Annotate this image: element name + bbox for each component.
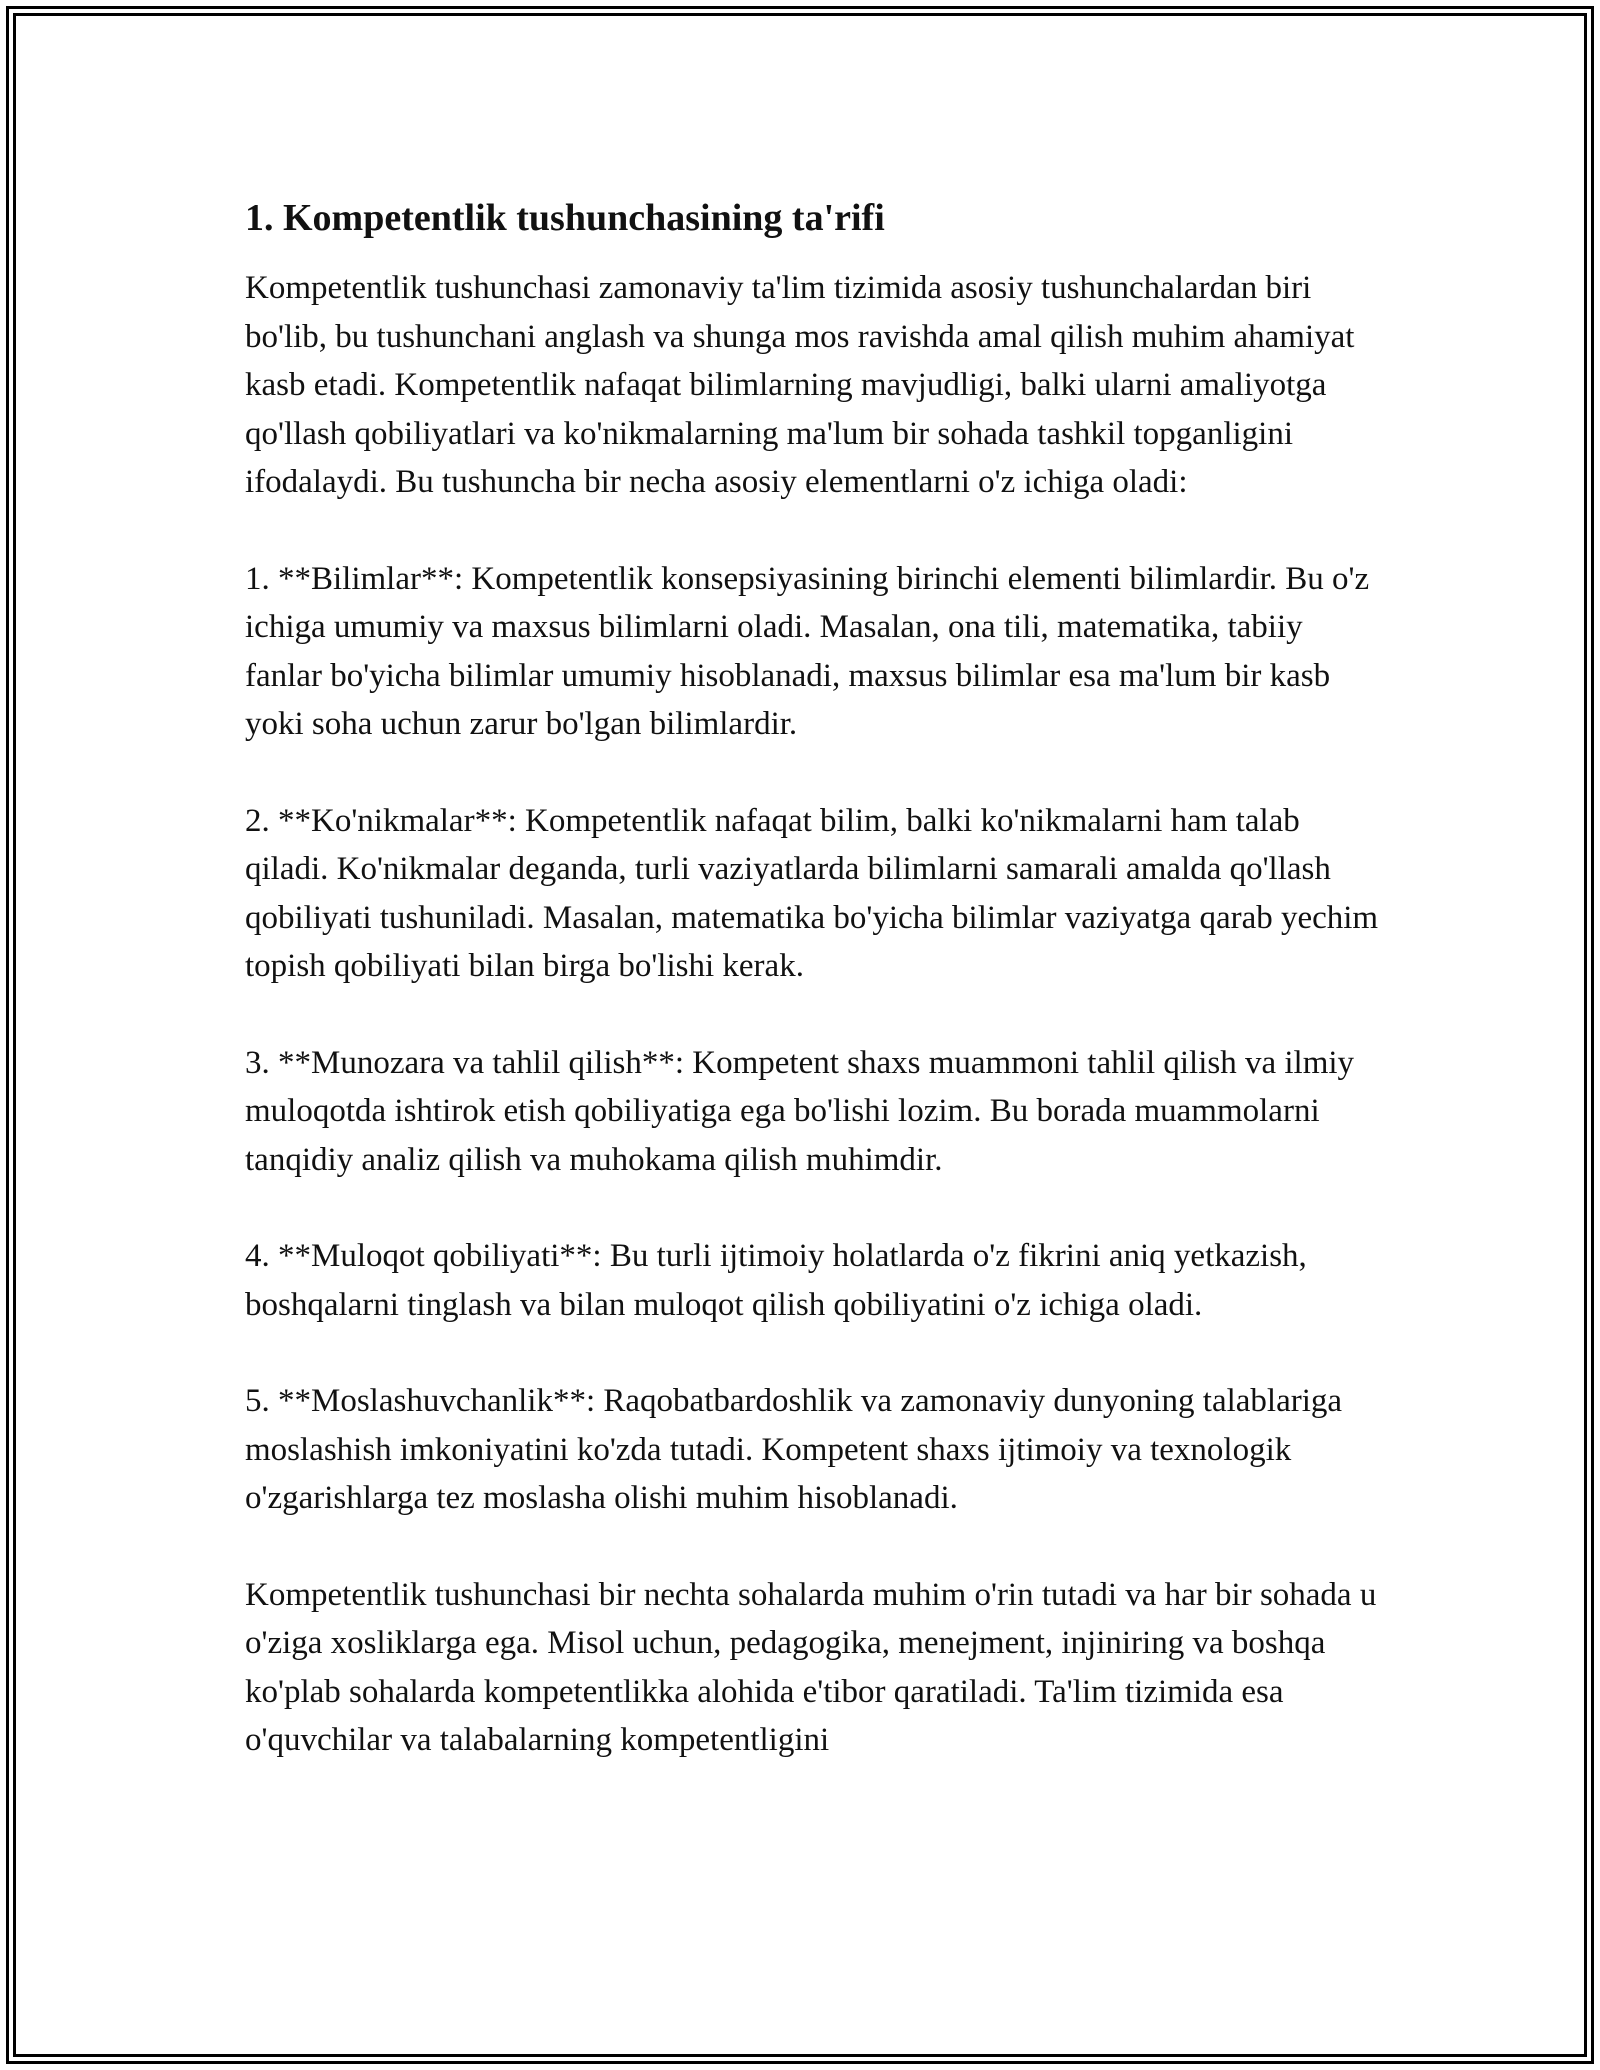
- section-heading: 1. Kompetentlik tushunchasining ta'rifi: [245, 197, 885, 239]
- closing-paragraph: Kompetentlik tushunchasi bir nechta sohalarda muhim o'rin tutadi va har bir sohada u o'ziga xosliklarga ega. Misol uchun, pedagogika, menejment, injiniring va boshqa ko'plab sohalarda kompetentlikka alohida e'tibor qaratiladi. Ta'lim tizimida esa o'quvchilar va talabalarning kompetentligini: [245, 1576, 1377, 1758]
- document-body: [245, 194, 1385, 1813]
- page-border-inner: [13, 13, 1587, 2057]
- list-item-muloqot: 4. **Muloqot qobiliyati**: Bu turli ijtimoiy holatlarda o'z fikrini aniq yetkazish, boshqalarni tinglash va bilan muloqot qilish qobiliyatini o'z ichiga oladi.: [245, 1238, 1307, 1323]
- intro-paragraph: Kompetentlik tushunchasi zamonaviy ta'lim tizimida asosiy tushunchalardan biri bo'lib, bu tushunchani anglash va shunga mos ravishda amal qilish muhim ahamiyat kasb etadi. Kompetentlik nafaqat bilimlarning mavjudligi, balki ularni amaliyotga qo'llash qobiliyatlari va ko'nikmalarning ma'lum bir sohada tashkil topganligini ifodalaydi. Bu tushuncha bir necha asosiy elementlarni o'z ichiga oladi:: [245, 270, 1355, 500]
- list-item-munozara: 3. **Munozara va tahlil qilish**: Kompetent shaxs muammoni tahlil qilish va ilmiy muloqotda ishtirok etish qobiliyatiga ega bo'lishi lozim. Bu borada muammolarni tanqidiy analiz qilish va muhokama qilish muhimdir.: [245, 1044, 1355, 1178]
- list-item-moslashuvchanlik: 5. **Moslashuvchanlik**: Raqobatbardoshlik va zamonaviy dunyoning talablariga moslashish imkoniyatini ko'zda tutadi. Kompetent shaxs ijtimoiy va texnologik o'zgarishlarga tez moslasha olishi muhim hisoblanadi.: [245, 1383, 1343, 1516]
- list-item-bilimlar: 1. **Bilimlar**: Kompetentlik konsepsiyasining birinchi elementi bilimlardir. Bu o'z ichiga umumiy va maxsus bilimlarni oladi. Masalan, ona tili, matematika, tabiiy fanlar bo'yicha bilimlar umumiy hisoblanadi, maxsus bilimlar esa ma'lum bir kasb yoki soha uchun zarur bo'lgan bilimlardir.: [245, 560, 1370, 742]
- page-border: [6, 6, 1594, 2064]
- list-item-konikmalar: 2. **Ko'nikmalar**: Kompetentlik nafaqat bilim, balki ko'nikmalarni ham talab qiladi. Ko'nikmalar deganda, turli vaziyatlarda bilimlarni samarali amalda qo'llash qobiliyati tushuniladi. Masalan, matematika bo'yicha bilimlar vaziyatga qarab yechim topish qobiliyati bilan birga bo'lishi kerak.: [245, 802, 1379, 984]
